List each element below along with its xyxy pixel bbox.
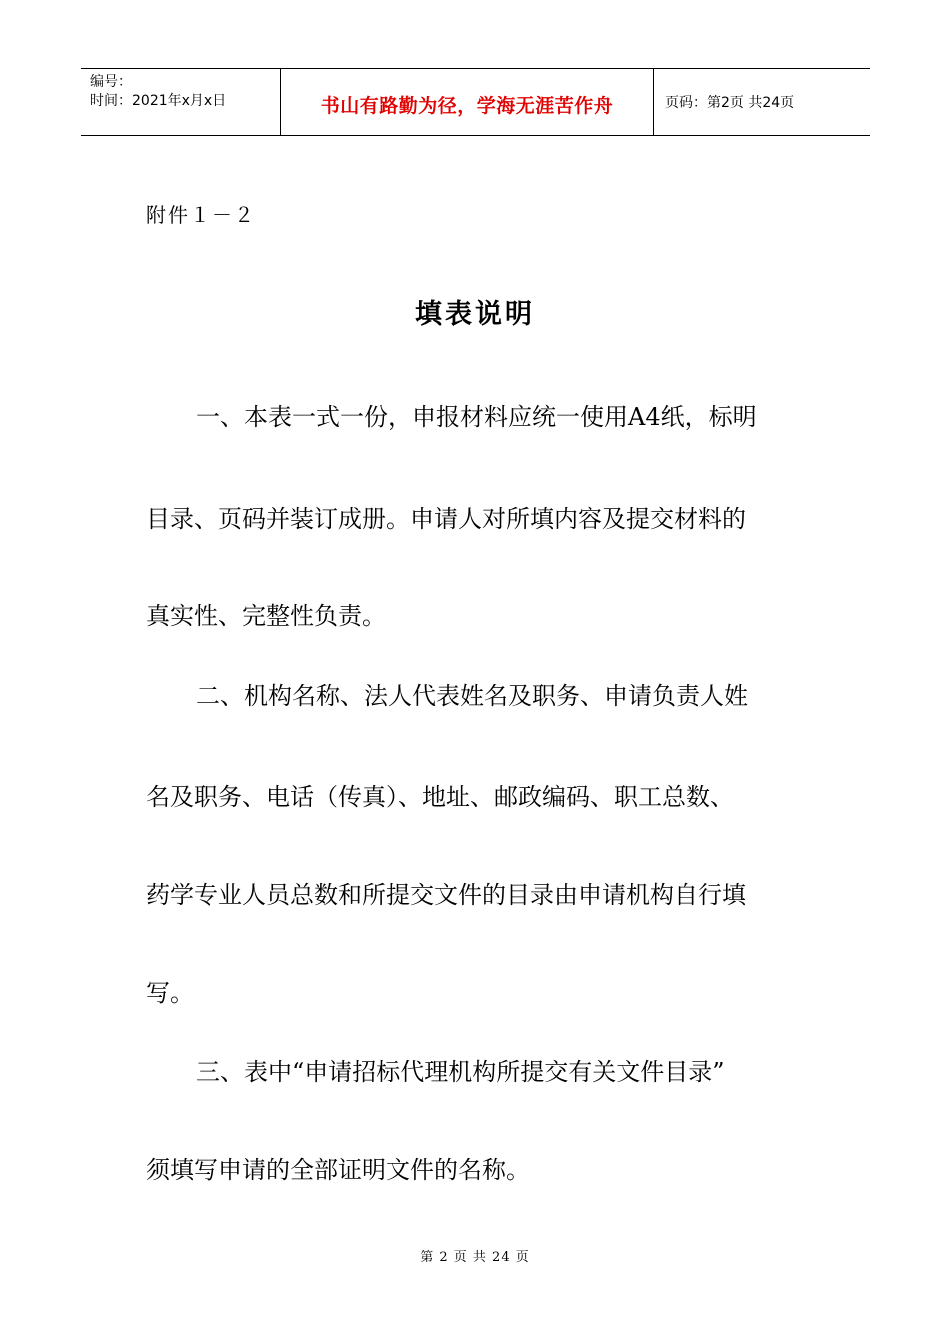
page-footer: 第 2 页 共 24 页	[420, 1250, 530, 1265]
body-line: 真实性、完整性负责。	[146, 602, 386, 630]
document-title: 填表说明	[415, 299, 535, 330]
body-line: 写。	[146, 979, 194, 1007]
header-meta	[81, 69, 281, 135]
body-line: 目录、页码并装订成册。申请人对所填内容及提交材料的	[146, 505, 746, 533]
header-motto: 书山有路勤为径，学海无涯苦作舟	[320, 95, 614, 117]
attachment-label: 附件１－２	[146, 203, 256, 227]
page-header	[81, 68, 870, 136]
header-page-info: 页码：第2页 共24页	[665, 95, 795, 111]
body-line: 名及职务、电话（传真）、地址、邮政编码、职工总数、	[146, 783, 734, 811]
body-line: 须填写申请的全部证明文件的名称。	[146, 1156, 530, 1184]
header-motto-cell	[281, 69, 654, 135]
body-line: 药学专业人员总数和所提交文件的目录由申请机构自行填	[146, 881, 746, 909]
doc-number-label: 编号：	[90, 74, 132, 90]
header-page-cell	[654, 69, 870, 135]
doc-date-label: 时间：2021年x月x日	[90, 93, 227, 109]
body-line: 二、机构名称、法人代表姓名及职务、申请负责人姓	[196, 682, 748, 710]
body-line: 三、表中“申请招标代理机构所提交有关文件目录”	[196, 1058, 725, 1086]
body-line: 一、本表一式一份，申报材料应统一使用A4纸，标明	[196, 403, 757, 431]
